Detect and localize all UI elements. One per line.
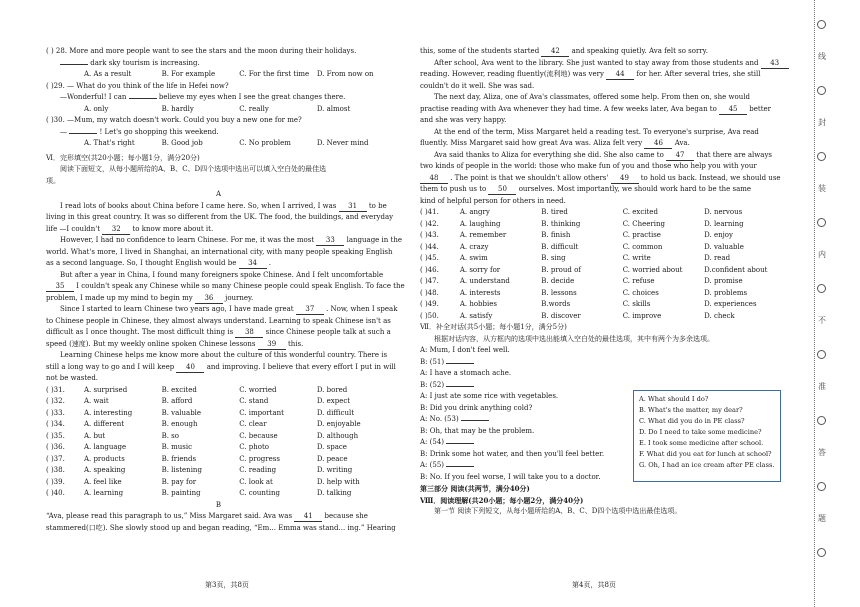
answer-blank: 40 [176,363,204,373]
answer-blank [446,443,474,444]
option: C. No problem [239,139,291,147]
dialogue-line: A: No. (53) [420,414,782,426]
option-row [46,396,391,408]
option: A. language [83,443,127,451]
passage-line: couldn't do it well. She was sad. [420,81,535,90]
answer-blank [446,386,474,387]
option: ( )49. [420,300,439,308]
option: D. bored [316,385,348,394]
option: ( )36. [46,443,65,451]
option: B. sing [541,254,566,262]
option: A. swim [459,254,488,262]
option: ( )39. [46,477,65,486]
option-row [46,477,391,489]
option: ( )32. [46,397,65,405]
passage-line: “Ava, please read this paragraph to us,” Miss Margaret said. Ava was 41 because she [46,512,368,520]
left-page [46,46,405,534]
passage-line: reading. However, reading fluently(流利地) was very 44 for her. After several tries, she still [420,70,761,78]
answer-blank [60,64,88,65]
option: A. learning [83,489,124,497]
dialogue-line: B: (52) [420,380,782,392]
passage-line: them to push us to 50 ourselves. Most importantly, we should work hard to be the same [420,185,752,193]
option: B. afford [161,397,193,405]
binding-char: 封 [818,118,826,127]
question-30-cont: — ! Let's go shopping this weekend. [60,127,219,136]
answer-blank: 36 [195,294,223,304]
binding-circle-icon [817,482,826,491]
option: A. interesting [83,408,133,417]
option: C. practise [622,231,661,239]
option: C. photo [239,443,269,451]
answer-blank: 44 [606,70,634,80]
option: ( )50. [420,311,439,320]
section-6-title: Ⅵ．完形填空(共20小题；每小题1分，满分20分) [46,153,200,162]
option-row [46,408,391,420]
option: D. almost [316,104,351,113]
option: ( )42. [420,219,439,228]
binding-circle-icon [817,152,826,161]
option: C. reading [239,466,277,474]
binding-char: 内 [818,250,826,259]
answer-blank: 43 [761,59,789,69]
option-row [420,299,782,311]
passage-line: two kinds of people in the world: those who make fun of you and those who help you with your [420,162,757,170]
answer-blank: 37 [296,305,324,315]
binding-char: 装 [818,184,826,193]
option: C. Cheering [622,219,665,228]
answer-blank: 33 [316,236,344,246]
question-30-options [46,138,391,150]
option: A. angry [459,208,490,216]
section-7-instruction: 根据对话内容，从方框内的选项中选出能填入空白处的最佳选项，其中有两个为多余选项。 [434,334,714,343]
option: A. remember [459,231,507,239]
passage-line: life —I couldn't 32 to know more about it. [46,224,214,233]
dialogue-option: D. Do I need to take some medicine? [639,428,762,436]
passage-b-start [46,511,396,534]
option: B. enough [161,420,198,428]
option: A. interests [459,288,501,297]
question-30: ( )30. —Mum, my watch doesn't work. Could you buy a new one for me? [46,116,302,124]
option: B. lessons [541,288,577,297]
answer-blank: 50 [488,185,516,195]
option: D. promise [704,277,743,285]
dialogue-options-box [633,390,781,482]
option: A. That's right [83,139,135,147]
option: A. wait [83,397,109,405]
option-row [46,488,391,500]
passage-line: as a second language. So, I thought English would be 34 . [46,259,272,267]
option: B. so [161,431,179,440]
option-row [420,276,782,288]
option: D. expect [316,397,351,405]
option: C. write [622,254,651,262]
answer-blank [69,133,97,134]
option: ( )34. [46,420,65,428]
option: C. look at [239,477,273,486]
answer-blank: 45 [719,105,747,115]
option: A. only [83,104,109,113]
option: C. improve [622,311,662,320]
option: B. hardly [161,104,194,113]
dialogue-option: A. What should I do? [639,395,709,403]
option: C. really [239,104,269,113]
option: D. enjoyable [316,420,361,428]
question-28-options [46,69,391,81]
option: A. sorry for [459,265,501,274]
option: C. counting [239,489,280,497]
option [46,69,84,81]
option: D. Never mind [316,139,369,147]
answer-blank: 42 [541,47,569,57]
option-row [420,311,782,323]
option: ( )40. [46,489,65,497]
passage-b-continued [420,46,782,207]
dialogue-option: B. What's the matter, my dear? [639,406,743,414]
binding-char: 不 [818,316,826,325]
binding-circle-icon [817,350,826,359]
section-6-instruction-1: 阅读下面短文，从每小题所给的A、B、C、D四个选项中选出可以填入空白处的最佳选 [60,165,327,173]
binding-circle-icon [817,86,826,95]
question-28: ( ) 28. More and more people want to see the stars and the moon during their holidays. [46,47,357,55]
option [46,138,84,150]
passage-line: not be wasted. [46,374,99,382]
option-row [420,242,782,254]
option-row [420,265,782,277]
binding-char: 线 [818,52,826,61]
dialogue-line: B: Oh, that may be the problem. [420,426,535,435]
option: B. discover [541,311,581,320]
option: A. satisfy [459,311,493,320]
page-number-left: 第3页，共8页 [205,581,249,589]
option-row [420,207,782,219]
option: A. products [83,454,125,463]
passage-line: problem, I made up my mind to begin my 36 journey. [46,293,254,302]
option-row [46,465,391,477]
option: B. excited [161,385,197,394]
answer-blank: 46 [644,139,672,149]
multiple-choice-section [46,46,391,150]
option: ( )37. [46,454,65,463]
section-8-title: Ⅷ．阅读理解(共20小题；每小题2分，满分40分) [420,495,584,505]
answer-blank: 39 [258,340,286,350]
dialogue-line: A: Mum, I don't feel well. [420,346,510,354]
passage-a [46,201,405,385]
option-row [420,253,782,265]
option: D. nervous [704,208,743,216]
binding-circle-icon [817,284,826,293]
option: D. problems [704,288,748,297]
section-6-instruction-2: 项。 [46,176,60,185]
passage-line: Learning Chinese helps me know more about the culture of this wonderful country. There is [60,351,388,359]
option: A. but [83,431,106,440]
option: C. because [239,431,278,440]
option: C. progress [239,454,280,463]
dialogue-option: F. What did you eat for lunch at school? [639,450,772,458]
passage-line: to Chinese people in Chinese, they almost always understand. Learning to speak Chinese isn't as [46,316,391,325]
passage-a-options [46,385,391,500]
dialogue-line: A: I have a stomach ache. [420,369,512,377]
binding-char: 答 [818,448,826,457]
option: D. check [704,311,735,320]
option-row [46,454,391,466]
option: A. crazy [459,242,489,251]
passage-line: I read lots of books about China before I came here. So, when I arrived, I was 31 to be [60,201,387,210]
answer-blank: 41 [294,512,322,522]
option: B. pay for [161,477,197,486]
option-row [420,230,782,242]
option: C. excited [622,208,658,216]
option: C. For the first time [239,70,310,78]
option: B. finish [541,231,571,239]
option: ( )46. [420,265,439,274]
passage-line: But after a year in China, I found many foreigners spoke Chinese. And I felt uncomfortable [60,270,384,279]
section-7-title: Ⅶ．补全对话(共5小题；每小题1分，满分5分) [420,323,567,331]
dialogue-line: A: (55) [420,460,782,472]
option: B. friends [161,454,197,463]
answer-blank: 34 [239,259,267,269]
option: D. talking [316,489,352,497]
dialogue-line: A: (54) [420,437,782,449]
answer-blank: 32 [102,225,130,235]
passage-line: world. What's more, I lived in Shanghai, an international city, with many people speaking English [46,247,393,256]
option: D. space [316,443,347,451]
binding-circle-icon [817,548,826,557]
passage-line: After school, Ava went to the library. She just wanted to stay away from those students and 43 [420,58,782,70]
option: B. difficult [541,242,579,251]
option: ( )33. [46,408,65,417]
option: D. learning [704,219,744,228]
option: B.words [541,300,571,308]
option: C. worried about [622,265,683,274]
option: B. listening [161,466,202,474]
option: A. different [83,420,125,428]
option: D. From now on [316,70,374,78]
option: B. painting [161,489,201,497]
dialogue-line: A: I just ate some rice with vegetables. [420,392,559,400]
option: D. writing [316,466,353,474]
option: C. choices [622,288,659,297]
option: A. hobbies [459,300,497,308]
option: C. stand [239,397,269,405]
option: C. common [622,242,663,251]
passage-b-label: B [215,500,222,509]
option: A. speaking [83,466,126,474]
option: D. read [704,254,731,262]
binding-circle-icon [817,20,826,29]
option-row [46,431,391,443]
option: ( )48. [420,288,439,297]
option-row [420,219,782,231]
passage-line: 35 I couldn't speak any Chinese while so many Chinese people could speak English. To face the [46,281,391,293]
passage-line: living in this great country. It was so different from the UK. The food, the buildings, and everyday [46,213,394,221]
answer-blank [446,466,474,467]
answer-blank: 31 [339,202,367,212]
passage-line: Since I started to learn Chinese two years ago, I have made great 37 . Now, when I speak [60,305,398,313]
option: B. proud of [541,265,581,274]
answer-blank [446,363,474,364]
question-29-cont: —Wonderful! I can believe my eyes when I see the great changes there. [60,93,346,101]
passage-line: still a long way to go and I will keep 40 and improving. I believe that every effort I put in will [46,362,396,371]
option: ( )38. [46,466,65,474]
option: ( )45. [420,254,439,262]
option: A. surprised [83,385,128,394]
binding-char: 准 [818,382,826,391]
option: A. feel like [83,477,122,486]
binding-circle-icon [817,416,826,425]
option: D. valuable [704,242,744,251]
option: B. valuable [161,408,202,417]
dialogue-line: B: No. If you feel worse, I will take you to a doctor. [420,472,601,481]
dialogue-line: B: (51) [420,357,782,369]
option: ( )31. [46,385,65,394]
option: C. important [239,408,284,417]
answer-blank: 48 [420,174,448,184]
option-row [46,419,391,431]
option: D. difficult [316,408,355,417]
option: D. experiences [704,300,757,308]
page-number-right: 第4页，共8页 [572,581,616,589]
option [46,104,84,116]
option: D. help with [316,477,360,486]
option: ( )35. [46,431,65,440]
passage-line: 48 . The point is that we shouldn't allow others' 49 to hold us back. Instead, we should use [420,173,782,185]
passage-b-options [420,207,782,322]
option: ( )41. [420,208,439,216]
answer-blank [461,420,489,421]
part-3-title: 第三部分 阅读(共两节，满分40分) [420,484,530,493]
passage-line: Ava said thanks to Aliza for everything she did. She also came to 47 that there are always [434,150,772,159]
option: ( )44. [420,242,439,251]
option: B. thinking [541,219,581,228]
option: B. tired [541,208,568,216]
passage-line: and she was very happy. [420,116,507,124]
option: D.confident about [704,265,768,274]
option: A. As a result [83,70,132,78]
passage-line: kind of helpful person for others in need. [420,196,566,205]
passage-line: However, I had no confidence to learn Chinese. For me, it was the most 33 language in the [60,236,402,244]
option: C. worried [239,385,277,394]
question-29: ( )29. — What do you think of the life in Hefei now? [46,81,229,90]
passage-line: practise reading with Ava whenever they had time. A few weeks later, Ava began to 45 better [420,104,772,113]
option: ( )47. [420,277,439,285]
passage-line: difficult as I once thought. The most difficult thing is 38 since Chinese people talk at such a [46,328,391,336]
dialogue-line: B: Drink some hot water, and then you'll feel better. [420,449,605,458]
option: A. understand [459,277,510,285]
passage-line: The next day, Aliza, one of Ava's classmates, offered some help. From then on, she would [434,93,750,101]
answer-blank: 49 [611,174,639,184]
option: C. refuse [622,277,655,285]
option: B. music [161,443,193,451]
option: D. peace [316,454,348,463]
section-8-subtitle: 第一节 阅读下列短文，从每小题所给的A、B、C、D四个选项中选出最佳选项。 [434,507,682,515]
binding-char: 题 [818,514,826,523]
dialogue-option: G. Oh, I had an ice cream after PE class. [639,461,775,469]
passage-line: At the end of the term, Miss Margaret held a reading test. To everyone's surprise, Ava read [434,127,759,136]
passage-line: fluently. Miss Margaret said how great Ava was. Aliza felt very 46 Ava. [420,139,690,147]
answer-blank: 47 [666,151,694,161]
option: D. although [316,431,359,440]
answer-blank [129,98,157,99]
passage-line: stammered(口吃). She slowly stood up and began reading, “Em... Emma was stand... ing.” Hearing [46,523,396,532]
option-row [46,442,391,454]
option: C. skills [622,300,651,308]
option-row [420,288,782,300]
option: D. enjoy [704,231,733,239]
option: A. laughing [459,219,501,228]
option: B. Good job [161,139,203,147]
question-29-options [46,104,391,116]
binding-circle-icon [817,218,826,227]
answer-blank: 38 [235,328,263,338]
question-28-cont: dark sky tourism is increasing. [46,58,391,70]
dialogue-line: B: Did you drink anything cold? [420,403,533,412]
dialogue-option: E. I took some medicine after school. [639,439,764,447]
option: B. For example [161,70,216,78]
dialogue-option: C. What did you do in PE class? [639,417,745,425]
option-row [46,385,391,397]
passage-line: this, some of the students started 42 and speaking quietly. Ava felt so sorry. [420,47,708,55]
option: B. decide [541,277,575,285]
option: ( )43. [420,231,439,239]
option: C. clear [239,420,267,428]
answer-blank: 35 [46,282,74,292]
passage-a-label: A [215,190,222,198]
passage-line: speed (速度). But my weekly online spoken Chinese lessons 39 this. [46,339,304,348]
